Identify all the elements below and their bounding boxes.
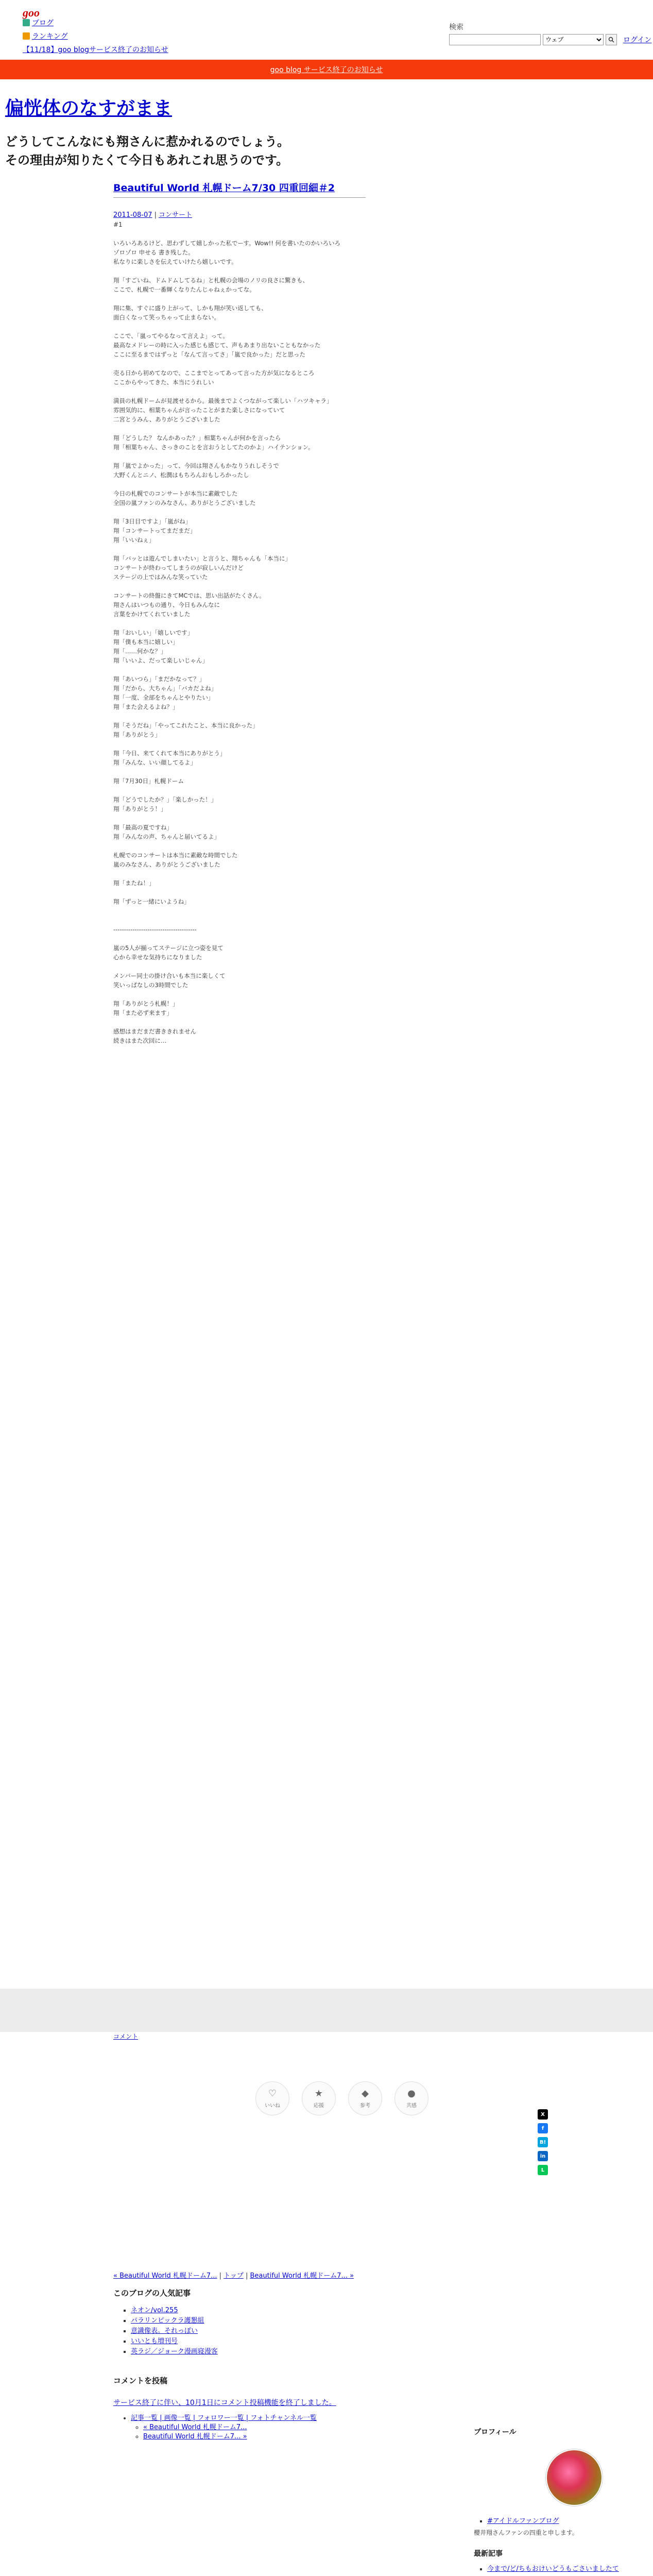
star-icon: ★ <box>314 2088 323 2099</box>
popular-item[interactable]: 英ラジ／ジョーク漫画寝漫客 <box>131 2348 218 2355</box>
recent-article-link-row <box>487 2564 644 2575</box>
share-x-icon[interactable]: X <box>538 2109 548 2120</box>
ranking-icon <box>23 32 30 40</box>
blog-description <box>5 132 653 170</box>
comment-closed-notice[interactable]: サービス終了に伴い、10月1日にコメント投稿機能を終了しました。 <box>113 2399 336 2407</box>
circle-icon: ● <box>407 2088 416 2099</box>
avatar <box>546 2449 603 2506</box>
top-links <box>23 18 168 58</box>
recent-article-link[interactable]: 今まで/ど/ちもおけいどうもごさいましたて <box>487 2565 619 2573</box>
sidebar <box>474 2427 644 2576</box>
popular-item[interactable]: 意識像表。それっぽい <box>131 2327 198 2335</box>
share-buttons <box>538 2109 548 2175</box>
search-scope-select[interactable] <box>543 34 604 45</box>
article-pager: « Beautiful World 札幌ドーム7... | トップ | Beautiful World 札幌ドーム7... » <box>113 2272 354 2280</box>
search-button[interactable] <box>606 34 617 45</box>
ranking-link[interactable]: ランキング <box>32 32 68 41</box>
blog-desc-line2: その理由が知りたくて今日もあれこれ思うのです。 <box>5 153 289 167</box>
profile-description: 櫻井翔さんファンの四重と申します。 <box>474 2529 578 2536</box>
article-meta-sub: #1 <box>113 221 123 228</box>
blog-link[interactable]: ブログ <box>32 19 54 27</box>
blog-title[interactable]: 偏恍体のなすがまま <box>5 98 173 119</box>
search-area <box>449 22 651 45</box>
prev-article-link[interactable]: « Beautiful World 札幌ドーム7... <box>113 2272 217 2280</box>
reaction-like[interactable]: ♡ いいね <box>255 2081 289 2115</box>
top-bar <box>0 0 653 60</box>
share-linkedin-icon[interactable]: in <box>538 2151 548 2161</box>
comment-heading: コメントを投稿 <box>113 2376 168 2385</box>
archive-links[interactable]: 記事一覧 | 画像一覧 | フォロワー一覧 | フォトチャンネル一覧 <box>131 2414 317 2422</box>
next-article-link-bottom[interactable]: Beautiful World 札幌ドーム7... » <box>143 2433 247 2441</box>
login-link[interactable]: ログイン <box>623 36 652 44</box>
article-category[interactable]: コンサート <box>158 211 192 219</box>
read-more-fade <box>0 1989 653 2032</box>
blog-desc-line1: どうしてこんなにも翔さんに惹かれるのでしょう。 <box>5 134 289 149</box>
share-line-icon[interactable]: L <box>538 2165 548 2175</box>
search-icon <box>608 37 614 43</box>
top-link[interactable]: トップ <box>224 2272 244 2280</box>
blog-header <box>0 79 653 170</box>
article-meta: 2011-08-07 | コンサート <box>113 211 192 219</box>
notice-bar <box>0 60 653 79</box>
article-date[interactable]: 2011-08-07 <box>113 211 152 219</box>
comment-link[interactable]: コメント <box>113 2033 139 2040</box>
service-notice-link[interactable]: 【11/18】goo blogサービス終了のお知らせ <box>23 46 168 54</box>
article <box>113 180 366 1045</box>
reaction-buttons <box>255 2081 428 2115</box>
popular-item[interactable]: いいとも増刊号 <box>131 2337 178 2345</box>
share-hatena-icon[interactable]: B! <box>538 2137 548 2147</box>
goo-logo[interactable]: goo <box>23 6 40 19</box>
heart-icon: ♡ <box>268 2088 277 2099</box>
diamond-icon: ◆ <box>362 2088 369 2099</box>
share-facebook-icon[interactable]: f <box>538 2123 548 2133</box>
profile-heading: プロフィール <box>474 2428 517 2436</box>
reaction-cheer[interactable]: ★ 応援 <box>302 2081 336 2115</box>
next-article-link[interactable]: Beautiful World 札幌ドーム7... » <box>250 2272 354 2280</box>
popular-item[interactable]: パラリンピックラ護懇組 <box>131 2317 204 2325</box>
search-label: 検索 <box>449 23 463 31</box>
blog-icon <box>23 19 30 26</box>
profile-name[interactable]: #アイドルファンブログ <box>487 2517 559 2525</box>
article-title[interactable]: Beautiful World 札幌ドーム7/30 四重回細＃2 <box>113 180 366 198</box>
comment-section <box>113 2375 402 2442</box>
popular-heading: このブログの人気記事 <box>113 2289 191 2298</box>
popular-articles <box>113 2287 218 2357</box>
prev-article-link-bottom[interactable]: « Beautiful World 札幌ドーム7... <box>143 2424 247 2431</box>
notice-bar-link[interactable]: goo blog サービス終了のお知らせ <box>270 66 383 74</box>
reaction-useful[interactable]: ◆ 参考 <box>348 2081 382 2115</box>
recent-articles-heading: 最新記事 <box>474 2550 503 2558</box>
popular-item[interactable]: ネオン/vol.255 <box>131 2307 178 2314</box>
reaction-empathy[interactable]: ● 共感 <box>394 2081 428 2115</box>
search-input[interactable] <box>449 34 541 45</box>
article-body: いろいろあるけど、思わずして嬉しかった私でーす。Wow!! 何を書いたのかいろいろ ゾロゾロ 申せる 書き残した。 私なりに楽しさを伝えていけたら嬉しいです。 翔「すごいね、ドムドムしてるね」と札幌の会場のノリの良さに驚きも、 ここで、札幌で一番輝くなりたんじゃねぇかってな。 翔に集、すぐに盛り上がって、しかも翔が笑い返しても、 面白くなって笑っちゃって止まらない。 ここで、「嵐ってやるなって言えよ」って。 最高なメドレーの時に入った感じも感じて、声もあまり出ないこともなかった ここに至るまではずっと「なんて言ってさ」「嵐で良かった」だと思った 売る日から初めてなので、ここまでとってあって言った方が気になるところ ここからやってきた、本当にうれしい 満員の札幌ドームが見渡せるから。最後までよくつながって楽しい「ハツキャラ」 雰囲気的に、相葉ちゃんが言ったことがまた楽しさになっていて 二宮とうみん、ありがとうございました 翔「どうした？ なんかあった？」相葉ちゃんが何かを言ったら 翔「相葉ちゃん、さっきのことを言おうとしてたのかよ」ハイテンション。 翔「嵐でよかった」って、今回は翔さんもかなりうれしそうで 大野くんとニノ、松潤はもちろんおもしろかったし 今日の札幌でのコンサートが本当に素敵でした 全国の嵐ファンのみなさん、ありがとうございました 翔「3日目ですよ」「嵐がね」 翔「コンサートってまだまだ」 翔「いいねぇ」 翔「バッとは遊んでしまいたい」と言うと、翔ちゃんも「本当に」 コンサートが終わってしまうのが寂しいんだけど ステージの上ではみんな笑っていた コンサートの終盤にきてMCでは、思い出話がたくさん。 翔さんはいつもの通り、今日もみんなに 言葉をかけてくれていました 翔「おいしい」「嬉しいです」 翔「僕も本当に嬉しい」 翔「……何かな？」 翔「いいよ、だって楽しいじゃん」 翔「あいつら」「まだかなって？」 翔「だから、大ちゃん」「バカだよね」 翔「一度、全部をちゃんとやりたい」 翔「また会えるよね？」 翔「そうだね」「やってこれたこと、本当に良かった」 翔「ありがとう」 翔「今日、来てくれて本当にありがとう」 翔「みんな、いい顔してるよ」 翔「7月30日」札幌ドーム 翔「どうでしたか？」「楽しかった！」 翔「ありがとう！」 翔「最高の夏ですね」 翔「みんなの声、ちゃんと届いてるよ」 札幌でのコンサートは本当に素敵な時間でした 嵐のみなさん、ありがとうございました 翔「またね！」 翔「ずっと一緒にいようね」 --------------------------------------- 嵐の5人が揃ってステージに立つ姿を見て 心から幸せな気持ちになりました メンバー同士の掛け合いも本当に楽しくて 笑いっぱなしの3時間でした 翔「ありがとう札幌！」 翔「また必ず来ます」 感想はまだまだ書ききれません 続きはまた次回に… <box>113 240 341 1044</box>
